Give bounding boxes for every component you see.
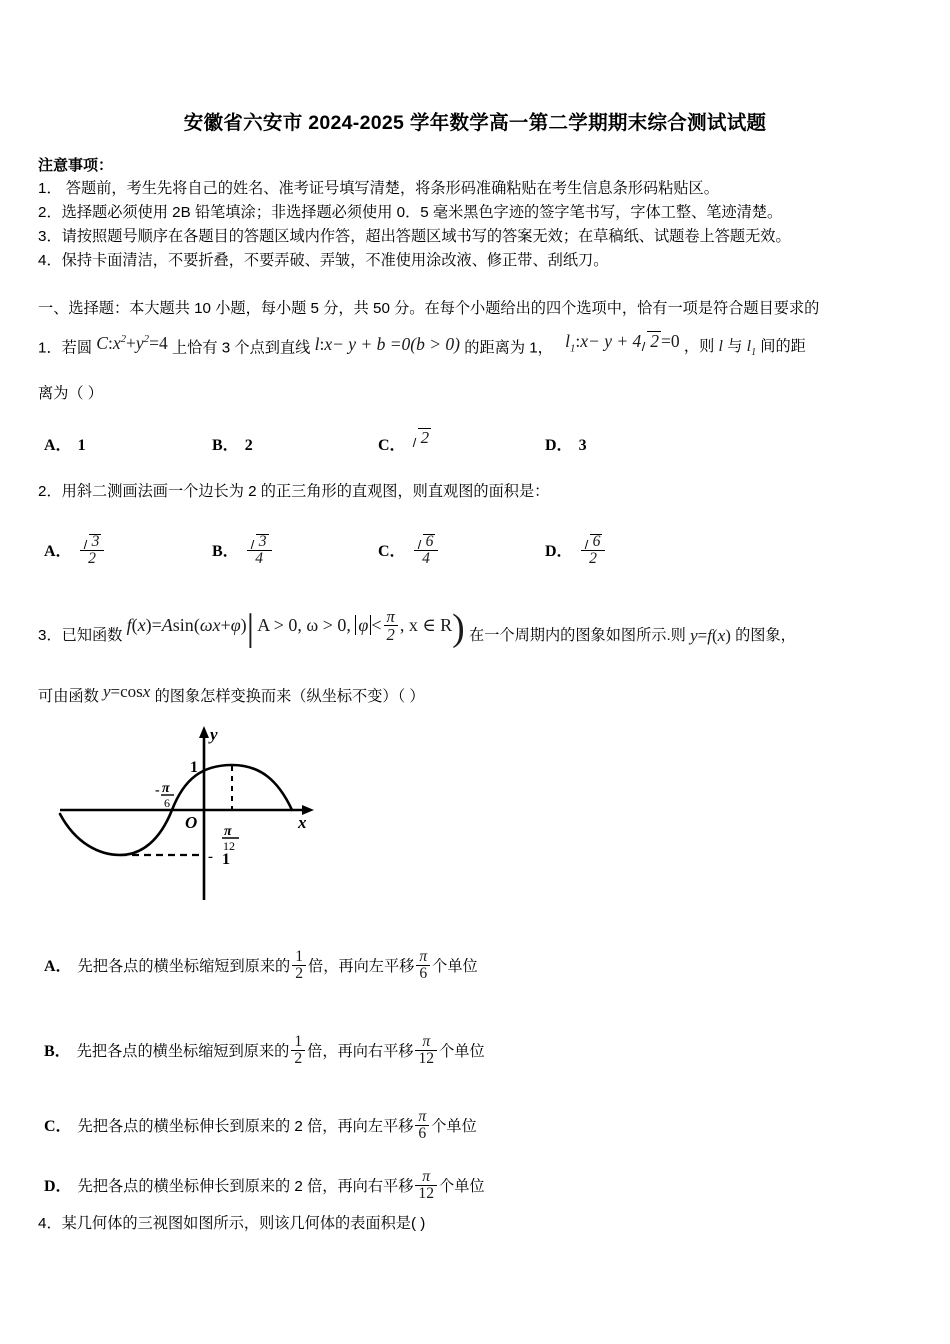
svg-text:6: 6: [164, 796, 170, 810]
option-fraction-2: $\frac{\pi}{12}$: [413, 1176, 439, 1195]
question-1-number: 1．: [38, 339, 62, 357]
option-text-post: 个单位: [439, 1177, 485, 1195]
option-fraction-2: $\frac{\pi}{6}$: [413, 1116, 431, 1135]
option-text-post: 个单位: [431, 1117, 477, 1135]
notice-item-4: 4．保持卡面清洁，不要折叠，不要弄破、弄皱，不准使用涂改液、修正带、刮纸刀。: [38, 252, 609, 269]
question-3-stem: [38, 606, 796, 654]
question-2-option-b[interactable]: [212, 535, 274, 569]
question-2-option-a[interactable]: [44, 535, 106, 569]
option-value: 1: [77, 437, 86, 454]
question-4-stem: [38, 1215, 425, 1233]
question-3-option-d[interactable]: [44, 1170, 485, 1204]
question-1-line-l1: $l_1:x- y + 4$ 2 =0: [565, 331, 680, 355]
question-4-number: 4．: [38, 1215, 62, 1232]
sine-wave-graph: [52, 722, 322, 917]
question-1-option-d[interactable]: [545, 432, 587, 455]
option-text-pre: 先把各点的横坐标缩短到原来的: [76, 1042, 290, 1060]
option-text-post: 个单位: [439, 1042, 485, 1060]
question-1-stem-cont: 离为（ ）: [38, 385, 103, 402]
svg-text:12: 12: [223, 839, 235, 853]
notice-item-3: 3．请按照题号顺序在各题目的答题区域内作答，超出答题区域书写的答案无效；在草稿纸、试题卷上答题无效。: [38, 228, 791, 245]
question-3-option-b[interactable]: [44, 1035, 485, 1069]
option-letter: B．: [212, 542, 239, 560]
peak-x-label: [222, 824, 239, 853]
option-fraction-2: $\frac{\pi}{12}$: [413, 1041, 439, 1060]
question-3-text-d: 可由函数: [38, 688, 99, 706]
question-4-text: 某几何体的三视图如图所示，则该几何体的表面积是( ): [61, 1215, 426, 1232]
origin-label: O: [185, 813, 198, 832]
svg-text:π: π: [162, 781, 170, 796]
question-1-text-b: 上恰有 3 个点到直线: [171, 339, 311, 357]
question-1-text-c: 的距离为 1，: [464, 339, 553, 357]
question-2-number: 2．: [38, 483, 62, 500]
question-3-figure: [52, 722, 322, 917]
page-title: 安徽省六安市 2024-2025 学年数学高一第二学期期末综合测试试题: [183, 112, 767, 134]
question-2-option-c[interactable]: [378, 535, 440, 569]
question-1-line-l: l:x− y + b =0(b > 0): [314, 333, 461, 354]
question-1-stem: [38, 331, 806, 361]
option-text-post: 个单位: [432, 957, 478, 975]
x-axis-label: x: [298, 813, 307, 832]
question-3-text-e: 的图象怎样变换而来（纵坐标不变）（ ）: [154, 688, 425, 706]
option-letter: A．: [44, 957, 72, 975]
option-letter: C．: [378, 542, 406, 560]
notice-heading: 注意事项：: [38, 157, 114, 174]
option-text-mid: 倍，再向左平移: [308, 957, 415, 975]
option-value: $\frac{6}{2}$: [579, 541, 608, 560]
question-2-stem: [38, 483, 549, 501]
option-letter: D．: [545, 437, 573, 454]
question-3-text-a: 已知函数: [61, 626, 123, 644]
question-1-option-b[interactable]: [212, 432, 253, 455]
option-value: 2: [244, 437, 253, 454]
question-2-option-d[interactable]: [545, 535, 607, 569]
question-1-option-c[interactable]: [378, 427, 431, 456]
question-3-yfx: y=f(x): [690, 625, 731, 645]
question-3-option-a[interactable]: [44, 950, 478, 984]
option-text-mid: 倍，再向右平移: [307, 1042, 414, 1060]
option-value: $\frac{3}{4}$: [245, 541, 274, 560]
option-value: 3: [578, 437, 587, 454]
question-3-option-c[interactable]: [44, 1110, 477, 1144]
question-3-ycos: y=cosx: [102, 682, 151, 701]
option-value: 2: [412, 428, 432, 448]
question-3-stem-cont: [38, 682, 425, 707]
zero-crossing-label: [155, 781, 174, 810]
notice-item-2: 2．选择题必须使用 2B 铅笔填涂；非选择题必须使用 0．5 毫米黑色字迹的签字笔书写，字体工整、笔迹清楚。: [38, 204, 783, 221]
svg-text:-: -: [155, 783, 160, 798]
option-text-pre: 先把各点的横坐标伸长到原来的 2 倍，再向左平移: [77, 1117, 414, 1135]
option-letter: B．: [44, 1042, 71, 1060]
option-letter: C．: [378, 437, 406, 454]
option-letter: C．: [44, 1117, 72, 1135]
svg-text:1: 1: [222, 851, 230, 868]
option-fraction-1: $\frac{1}{2}$: [289, 1041, 307, 1060]
notice-item-1: 1． 答题前，考生先将自己的姓名、准考证号填写清楚，将条形码准确粘贴在考生信息条形码粘贴区。: [38, 180, 719, 197]
svg-text:-: -: [208, 849, 213, 865]
question-3-formula: f(x)=Asin(ωx+φ)| A > 0, ω > 0, φ < $\frac{\pi}{2}$ , x ∈ R): [126, 606, 465, 649]
question-1-circle-equation: $C:x^2+y^2=4$: [96, 332, 168, 353]
question-3-number: 3．: [38, 626, 62, 644]
question-2-text: 用斜二测画法画一个边长为 2 的正三角形的直观图，则直观图的面积是：: [61, 483, 550, 500]
section-heading: 一、选择题：本大题共 10 小题，每小题 5 分，共 50 分。在每个小题给出的四个选项中，恰有一项是符合题目要求的: [38, 300, 820, 317]
y-axis-arrow: [199, 726, 209, 738]
question-1-text-d: ，则 l 与 $l_1$ 间的距: [683, 338, 806, 359]
option-fraction-2: $\frac{\pi}{6}$: [414, 956, 432, 975]
question-1-text-a: 若圆: [61, 339, 93, 357]
peak-value-label: 1: [190, 759, 198, 776]
option-letter: A．: [44, 542, 72, 560]
option-text-pre: 先把各点的横坐标伸长到原来的 2 倍，再向右平移: [77, 1177, 414, 1195]
question-3-text-b: 在一个周期内的图象如图所示.则: [469, 626, 686, 644]
option-letter: D．: [44, 1177, 72, 1195]
option-letter: A．: [44, 437, 72, 454]
notice-block: [38, 155, 918, 273]
question-1-option-a[interactable]: [44, 432, 86, 455]
option-letter: D．: [545, 542, 573, 560]
svg-text:π: π: [224, 824, 232, 839]
question-3-text-c: 的图象，: [735, 626, 796, 644]
y-axis-label: y: [210, 725, 218, 744]
option-fraction-1: $\frac{1}{2}$: [290, 956, 308, 975]
option-value: $\frac{6}{4}$: [412, 541, 441, 560]
trough-value-label: [208, 849, 230, 868]
option-text-pre: 先把各点的横坐标缩短到原来的: [77, 957, 291, 975]
option-letter: B．: [212, 437, 239, 454]
option-value: $\frac{3}{2}$: [78, 541, 107, 560]
